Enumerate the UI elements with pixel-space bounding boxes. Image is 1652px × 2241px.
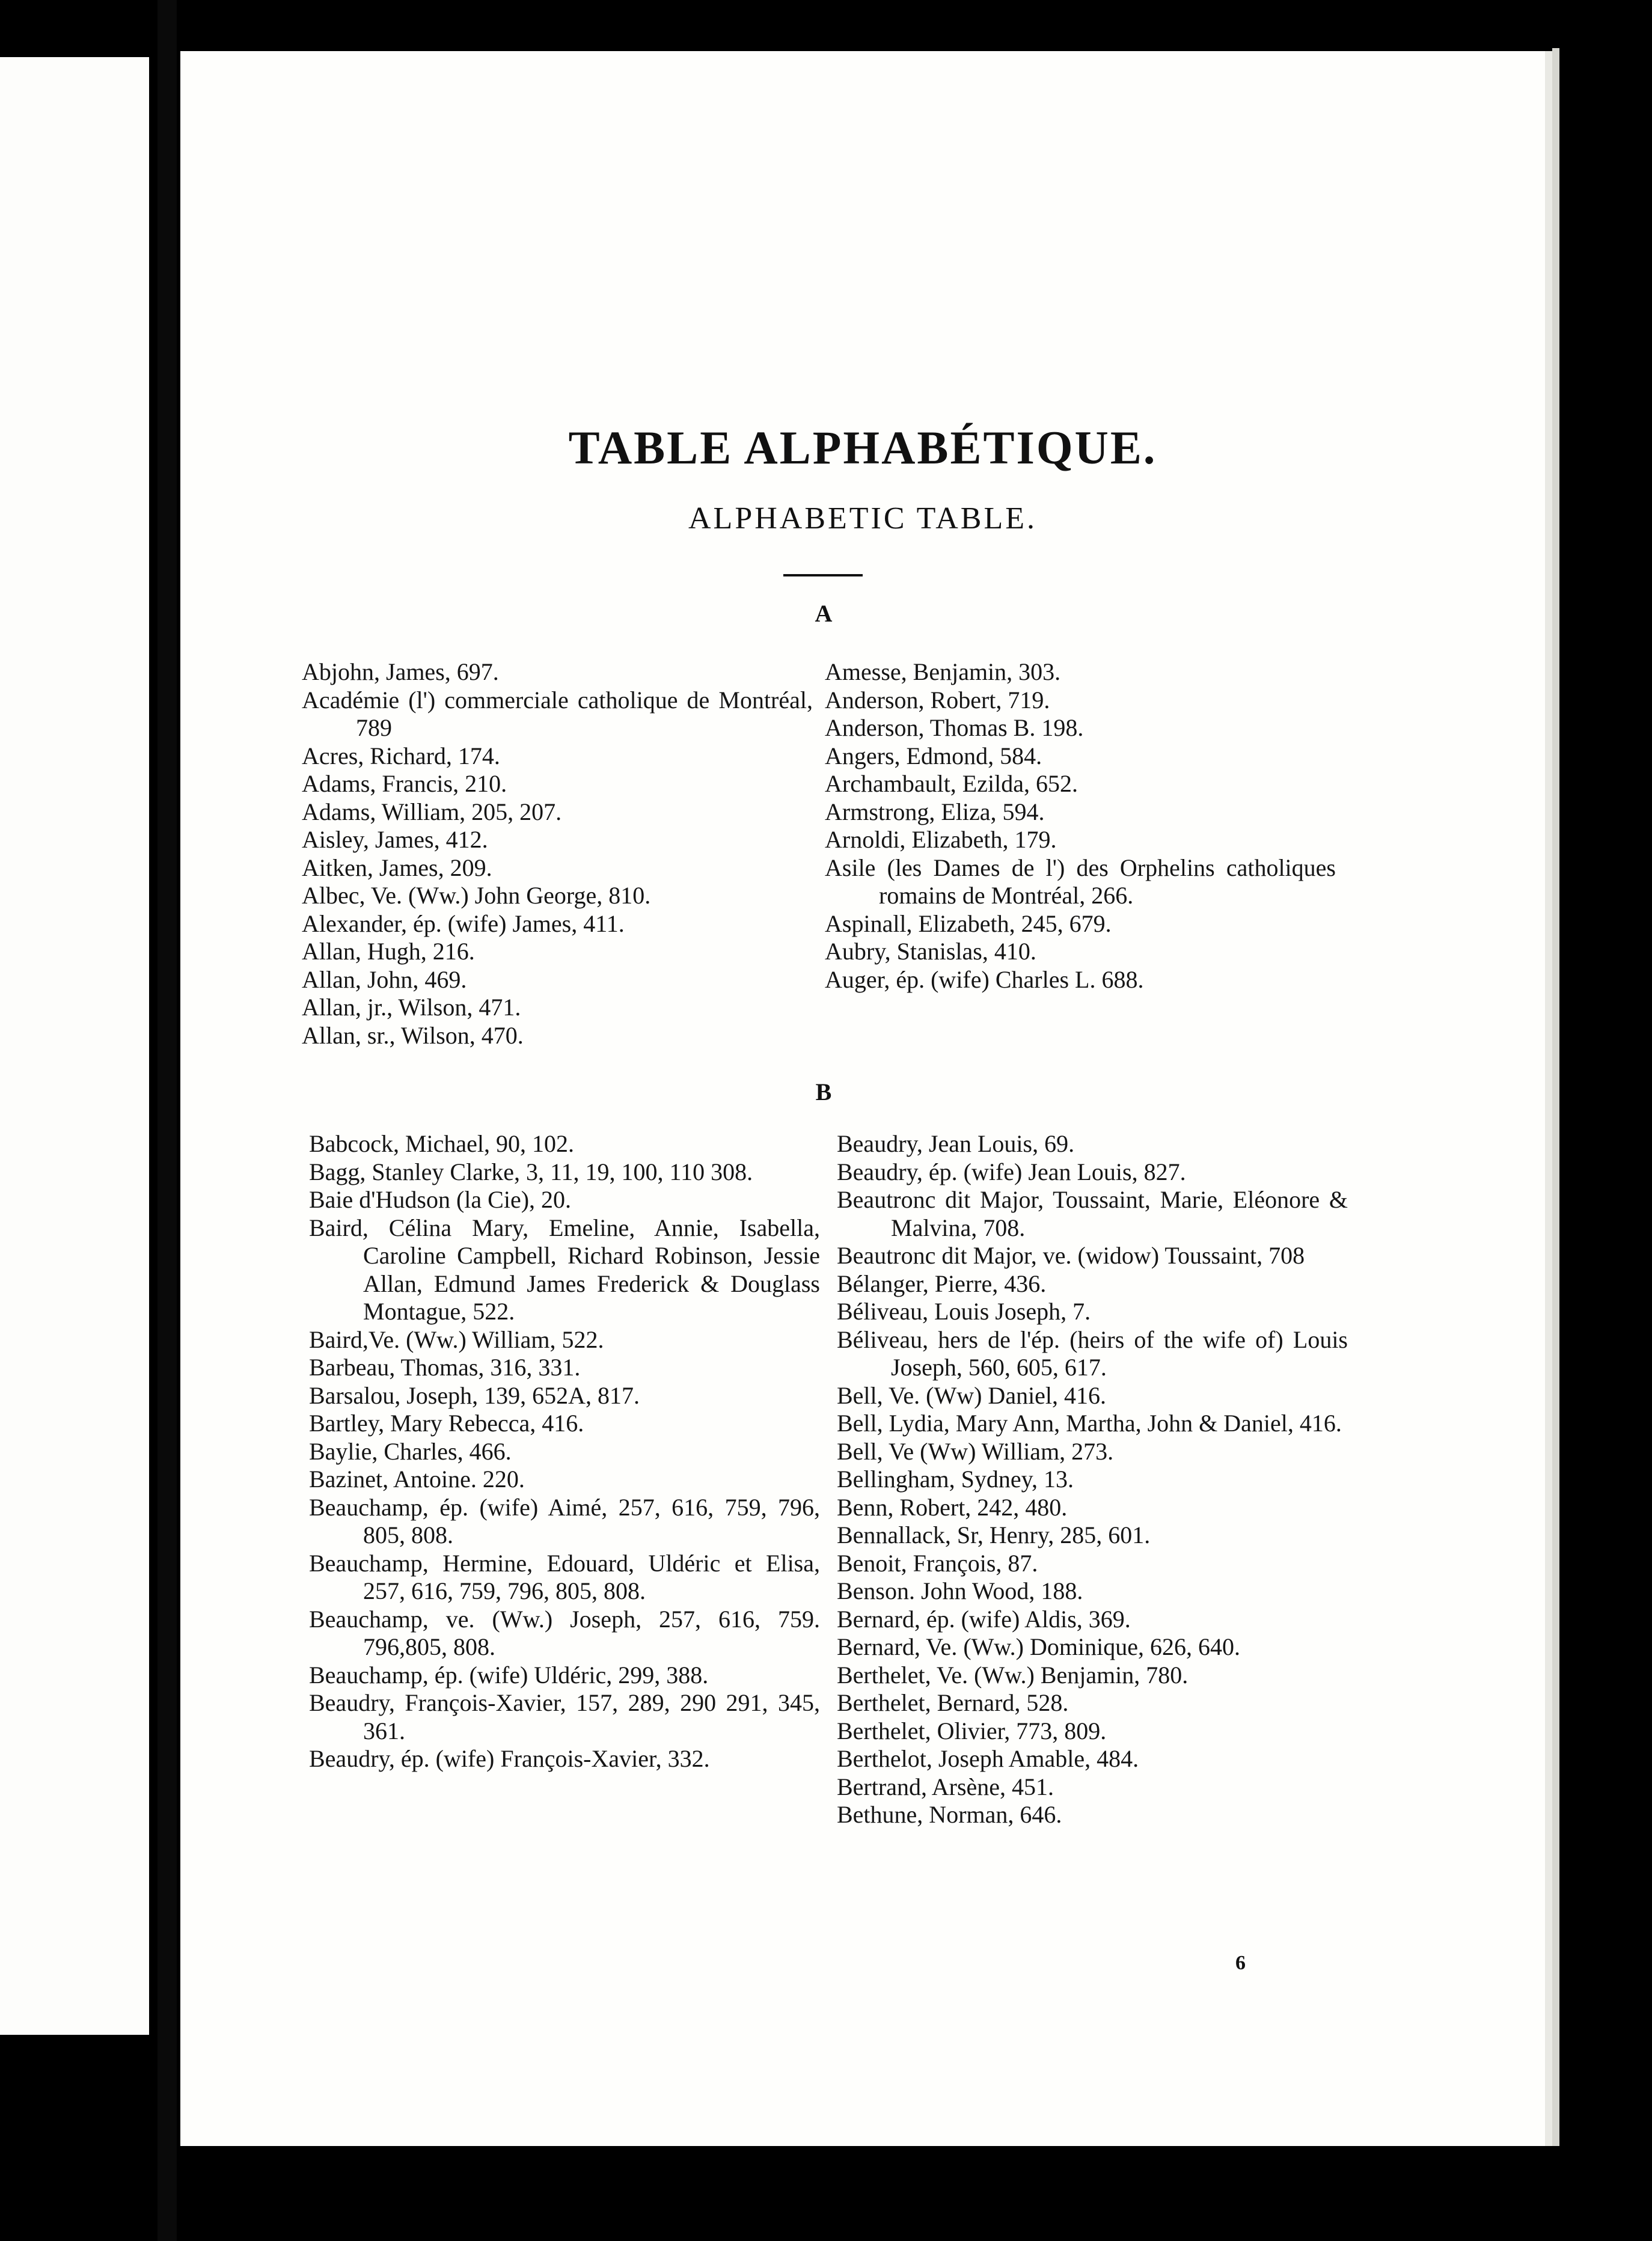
index-entry: Alexander, ép. (wife) James, 411. — [302, 910, 625, 937]
index-entry: Baie d'Hudson (la Cie), 20. — [309, 1186, 572, 1213]
index-entry: Académie (l') commerciale catholique de Montréal, 789 — [302, 686, 813, 741]
index-entry: Adams, Francis, 210. — [302, 770, 507, 797]
index-entry: Beaudry, ép. (wife) Jean Louis, 827. — [837, 1158, 1186, 1185]
index-entry: Acres, Richard, 174. — [302, 742, 500, 769]
index-entry: Bagg, Stanley Clarke, 3, 11, 19, 100, 110 308. — [309, 1158, 753, 1185]
index-entry: Berthelet, Ve. (Ww.) Benjamin, 780. — [837, 1661, 1189, 1689]
index-entry: Archambault, Ezilda, 652. — [825, 770, 1078, 797]
index-entry: Aspinall, Elizabeth, 245, 679. — [825, 910, 1112, 937]
index-entry: Beautronc dit Major, ve. (widow) Toussaint, 708 — [837, 1242, 1305, 1269]
index-entry: Beauchamp, ve. (Ww.) Joseph, 257, 616, 759. 796,805, 808. — [309, 1605, 820, 1660]
section-b-left-column — [309, 1130, 820, 1773]
page-title: TABLE ALPHABÉTIQUE. — [568, 421, 1157, 474]
section-letter-b: B — [815, 1078, 832, 1105]
index-entry: Aitken, James, 209. — [302, 854, 492, 881]
index-entry: Adams, William, 205, 207. — [302, 798, 562, 825]
index-entry: Albec, Ve. (Ww.) John George, 810. — [302, 882, 651, 909]
book-spine — [158, 0, 177, 2241]
index-entry: Allan, sr., Wilson, 470. — [302, 1021, 524, 1049]
index-entry: Aubry, Stanislas, 410. — [825, 938, 1036, 965]
section-b-right-column — [837, 1130, 1348, 1829]
index-entry: Benn, Robert, 242, 480. — [837, 1493, 1068, 1521]
index-entry: Asile (les Dames de l') des Orphelins catholiques romains de Montréal, 266. — [825, 854, 1336, 909]
index-entry: Bernard, Ve. (Ww.) Dominique, 626, 640. — [837, 1633, 1240, 1660]
index-entry: Bell, Ve. (Ww) Daniel, 416. — [837, 1381, 1107, 1409]
page-subtitle: ALPHABETIC TABLE. — [688, 501, 1037, 536]
index-entry: Baird, Célina Mary, Emeline, Annie, Isabella, Caroline Campbell, Richard Robinson, Jessie Allan, Edmund James Frederick & Douglass Montague, 522. — [309, 1214, 820, 1325]
index-entry: Béliveau, Louis Joseph, 7. — [837, 1298, 1091, 1325]
index-entry: Beauchamp, ép. (wife) Uldéric, 299, 388. — [309, 1661, 709, 1689]
index-entry: Baird,Ve. (Ww.) William, 522. — [309, 1325, 604, 1353]
index-entry: Babcock, Michael, 90, 102. — [309, 1130, 574, 1157]
index-entry: Berthelet, Bernard, 528. — [837, 1689, 1069, 1716]
title-divider — [783, 574, 863, 576]
section-a-right-column — [825, 658, 1336, 994]
index-entry: Bennallack, Sr, Henry, 285, 601. — [837, 1521, 1151, 1549]
index-entry: Bernard, ép. (wife) Aldis, 369. — [837, 1605, 1131, 1633]
index-entry: Anderson, Thomas B. 198. — [825, 714, 1084, 741]
index-entry: Aisley, James, 412. — [302, 826, 488, 853]
index-entry: Berthelet, Olivier, 773, 809. — [837, 1717, 1107, 1744]
index-entry: Auger, ép. (wife) Charles L. 688. — [825, 965, 1144, 993]
index-entry: Allan, John, 469. — [302, 965, 467, 993]
section-a-left-column — [302, 658, 813, 1050]
index-entry: Anderson, Robert, 719. — [825, 686, 1050, 714]
index-entry: Bethune, Norman, 646. — [837, 1801, 1062, 1828]
index-entry: Bellingham, Sydney, 13. — [837, 1466, 1074, 1493]
index-entry: Allan, Hugh, 216. — [302, 938, 475, 965]
index-entry: Beautronc dit Major, Toussaint, Marie, Eléonore & Malvina, 708. — [837, 1186, 1348, 1241]
index-entry: Berthelot, Joseph Amable, 484. — [837, 1745, 1139, 1772]
index-entry: Barbeau, Thomas, 316, 331. — [309, 1354, 581, 1381]
index-entry: Bell, Lydia, Mary Ann, Martha, John & Daniel, 416. — [837, 1410, 1342, 1437]
page-number: 6 — [1235, 1952, 1246, 1974]
index-entry: Abjohn, James, 697. — [302, 658, 499, 685]
index-entry: Bélanger, Pierre, 436. — [837, 1270, 1047, 1297]
index-entry: Bertrand, Arsène, 451. — [837, 1773, 1054, 1800]
index-entry: Allan, jr., Wilson, 471. — [302, 994, 521, 1021]
index-page — [180, 51, 1552, 2146]
index-entry: Angers, Edmond, 584. — [825, 742, 1042, 769]
section-letter-a: A — [815, 600, 833, 627]
index-entry: Béliveau, hers de l'ép. (heirs of the wife of) Louis Joseph, 560, 605, 617. — [837, 1325, 1348, 1381]
index-entry: Bartley, Mary Rebecca, 416. — [309, 1410, 584, 1437]
index-entry: Barsalou, Joseph, 139, 652A, 817. — [309, 1381, 640, 1409]
index-entry: Beaudry, ép. (wife) François-Xavier, 332. — [309, 1745, 710, 1772]
index-entry: Amesse, Benjamin, 303. — [825, 658, 1061, 685]
index-entry: Baylie, Charles, 466. — [309, 1437, 512, 1465]
index-entry: Beauchamp, ép. (wife) Aimé, 257, 616, 759, 796, 805, 808. — [309, 1493, 820, 1549]
index-entry: Benson. John Wood, 188. — [837, 1577, 1083, 1604]
index-entry: Benoit, François, 87. — [837, 1549, 1038, 1577]
index-entry: Beauchamp, Hermine, Edouard, Uldéric et Elisa, 257, 616, 759, 796, 805, 808. — [309, 1549, 820, 1604]
facing-page-margin — [0, 57, 149, 2035]
index-entry: Beaudry, François-Xavier, 157, 289, 290 291, 345, 361. — [309, 1689, 820, 1744]
index-entry: Armstrong, Eliza, 594. — [825, 798, 1045, 825]
index-entry: Arnoldi, Elizabeth, 179. — [825, 826, 1057, 853]
index-entry: Beaudry, Jean Louis, 69. — [837, 1130, 1075, 1157]
page-edge — [1552, 48, 1559, 2146]
index-entry: Bell, Ve (Ww) William, 273. — [837, 1437, 1114, 1465]
index-entry: Bazinet, Antoine. 220. — [309, 1466, 525, 1493]
